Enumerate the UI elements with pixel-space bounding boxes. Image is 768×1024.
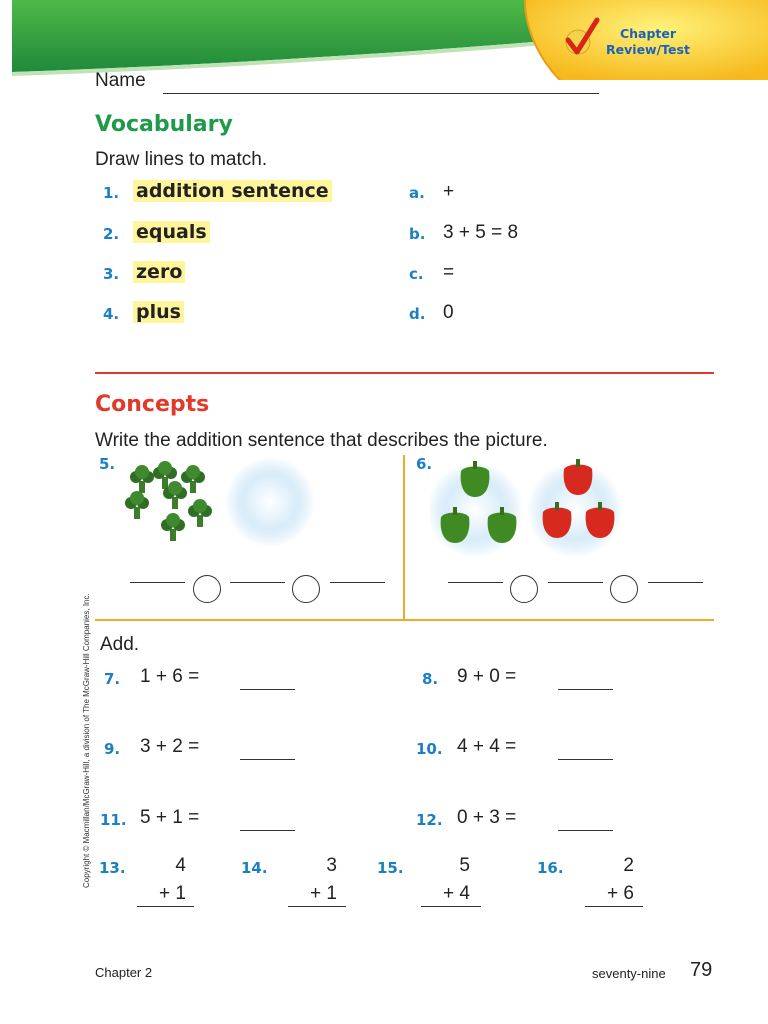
match-answer: = <box>443 262 455 283</box>
problem-number: 11. <box>100 811 127 829</box>
answer-line[interactable] <box>421 906 481 907</box>
operator-circle[interactable] <box>510 575 538 603</box>
problem-number: 5. <box>99 455 116 473</box>
match-answer: 3 + 5 = 8 <box>443 222 519 243</box>
vertical-top: 5 <box>459 855 470 876</box>
checkmark-icon <box>562 16 602 58</box>
vocab-item-number: 4. <box>103 305 120 323</box>
match-answer: 0 <box>443 302 454 323</box>
match-letter: d. <box>409 305 426 323</box>
match-letter: a. <box>409 184 425 202</box>
answer-blank[interactable] <box>230 582 285 583</box>
answer-blank[interactable] <box>558 689 613 690</box>
answer-blank[interactable] <box>130 582 185 583</box>
answer-blank[interactable] <box>330 582 385 583</box>
match-letter: b. <box>409 225 426 243</box>
problem-number: 13. <box>99 859 126 877</box>
vertical-bottom: + 4 <box>443 883 470 904</box>
copyright-notice: Copyright © Macmillan/McGraw-Hill, a division of The McGraw-Hill Companies, Inc. <box>82 593 91 888</box>
vocab-item-number: 3. <box>103 265 120 283</box>
operator-circle[interactable] <box>610 575 638 603</box>
name-label: Name <box>95 70 146 91</box>
name-line[interactable] <box>163 93 599 94</box>
chapter-review-tag: Chapter Review/Test <box>606 26 690 57</box>
equation: 5 + 1 = <box>140 807 200 828</box>
answer-blank[interactable] <box>448 582 503 583</box>
peppers-picture <box>430 455 640 555</box>
operator-circle[interactable] <box>292 575 320 603</box>
problem-number: 8. <box>422 670 439 688</box>
vertical-top: 4 <box>175 855 186 876</box>
page-number: 79 <box>690 959 713 981</box>
equation: 0 + 3 = <box>457 807 517 828</box>
concepts-instruction: Write the addition sentence that describes the picture. <box>95 430 548 451</box>
problem-number: 15. <box>377 859 404 877</box>
answer-line[interactable] <box>288 906 346 907</box>
problem-number: 9. <box>104 740 121 758</box>
vertical-top: 2 <box>623 855 634 876</box>
problem-number: 12. <box>416 811 443 829</box>
broccoli-picture <box>115 455 315 555</box>
answer-line[interactable] <box>137 906 194 907</box>
equation: 4 + 4 = <box>457 736 517 757</box>
problem-number: 10. <box>416 740 443 758</box>
vocab-term: plus <box>133 301 184 323</box>
answer-blank[interactable] <box>548 582 603 583</box>
vocab-term: zero <box>133 261 185 283</box>
answer-line[interactable] <box>585 906 643 907</box>
answer-blank[interactable] <box>240 689 295 690</box>
vertical-bottom: + 6 <box>607 883 634 904</box>
answer-blank[interactable] <box>558 759 613 760</box>
vocabulary-instruction: Draw lines to match. <box>95 149 268 170</box>
equation: 9 + 0 = <box>457 666 517 687</box>
vocab-term: addition sentence <box>133 180 332 202</box>
operator-circle[interactable] <box>193 575 221 603</box>
section-divider <box>95 619 714 621</box>
section-divider <box>95 372 714 374</box>
problem-number: 16. <box>537 859 564 877</box>
answer-blank[interactable] <box>648 582 703 583</box>
footer-page-words: seventy-nine <box>592 966 666 981</box>
vocab-item-number: 1. <box>103 184 120 202</box>
equation: 3 + 2 = <box>140 736 200 757</box>
add-label: Add. <box>100 634 140 655</box>
vertical-bottom: + 1 <box>159 883 186 904</box>
problem-number: 14. <box>241 859 268 877</box>
match-letter: c. <box>409 265 424 283</box>
answer-blank[interactable] <box>240 830 295 831</box>
vertical-top: 3 <box>326 855 337 876</box>
match-answer: + <box>443 181 455 202</box>
problem-number: 7. <box>104 670 121 688</box>
picture-divider <box>403 455 405 619</box>
answer-blank[interactable] <box>240 759 295 760</box>
problem-number: 6. <box>416 455 433 473</box>
equation: 1 + 6 = <box>140 666 200 687</box>
vocab-item-number: 2. <box>103 225 120 243</box>
answer-blank[interactable] <box>558 830 613 831</box>
vocabulary-title: Vocabulary <box>95 112 233 137</box>
concepts-title: Concepts <box>95 392 210 417</box>
vertical-bottom: + 1 <box>310 883 337 904</box>
footer-chapter: Chapter 2 <box>95 965 153 980</box>
vocab-term: equals <box>133 221 210 243</box>
